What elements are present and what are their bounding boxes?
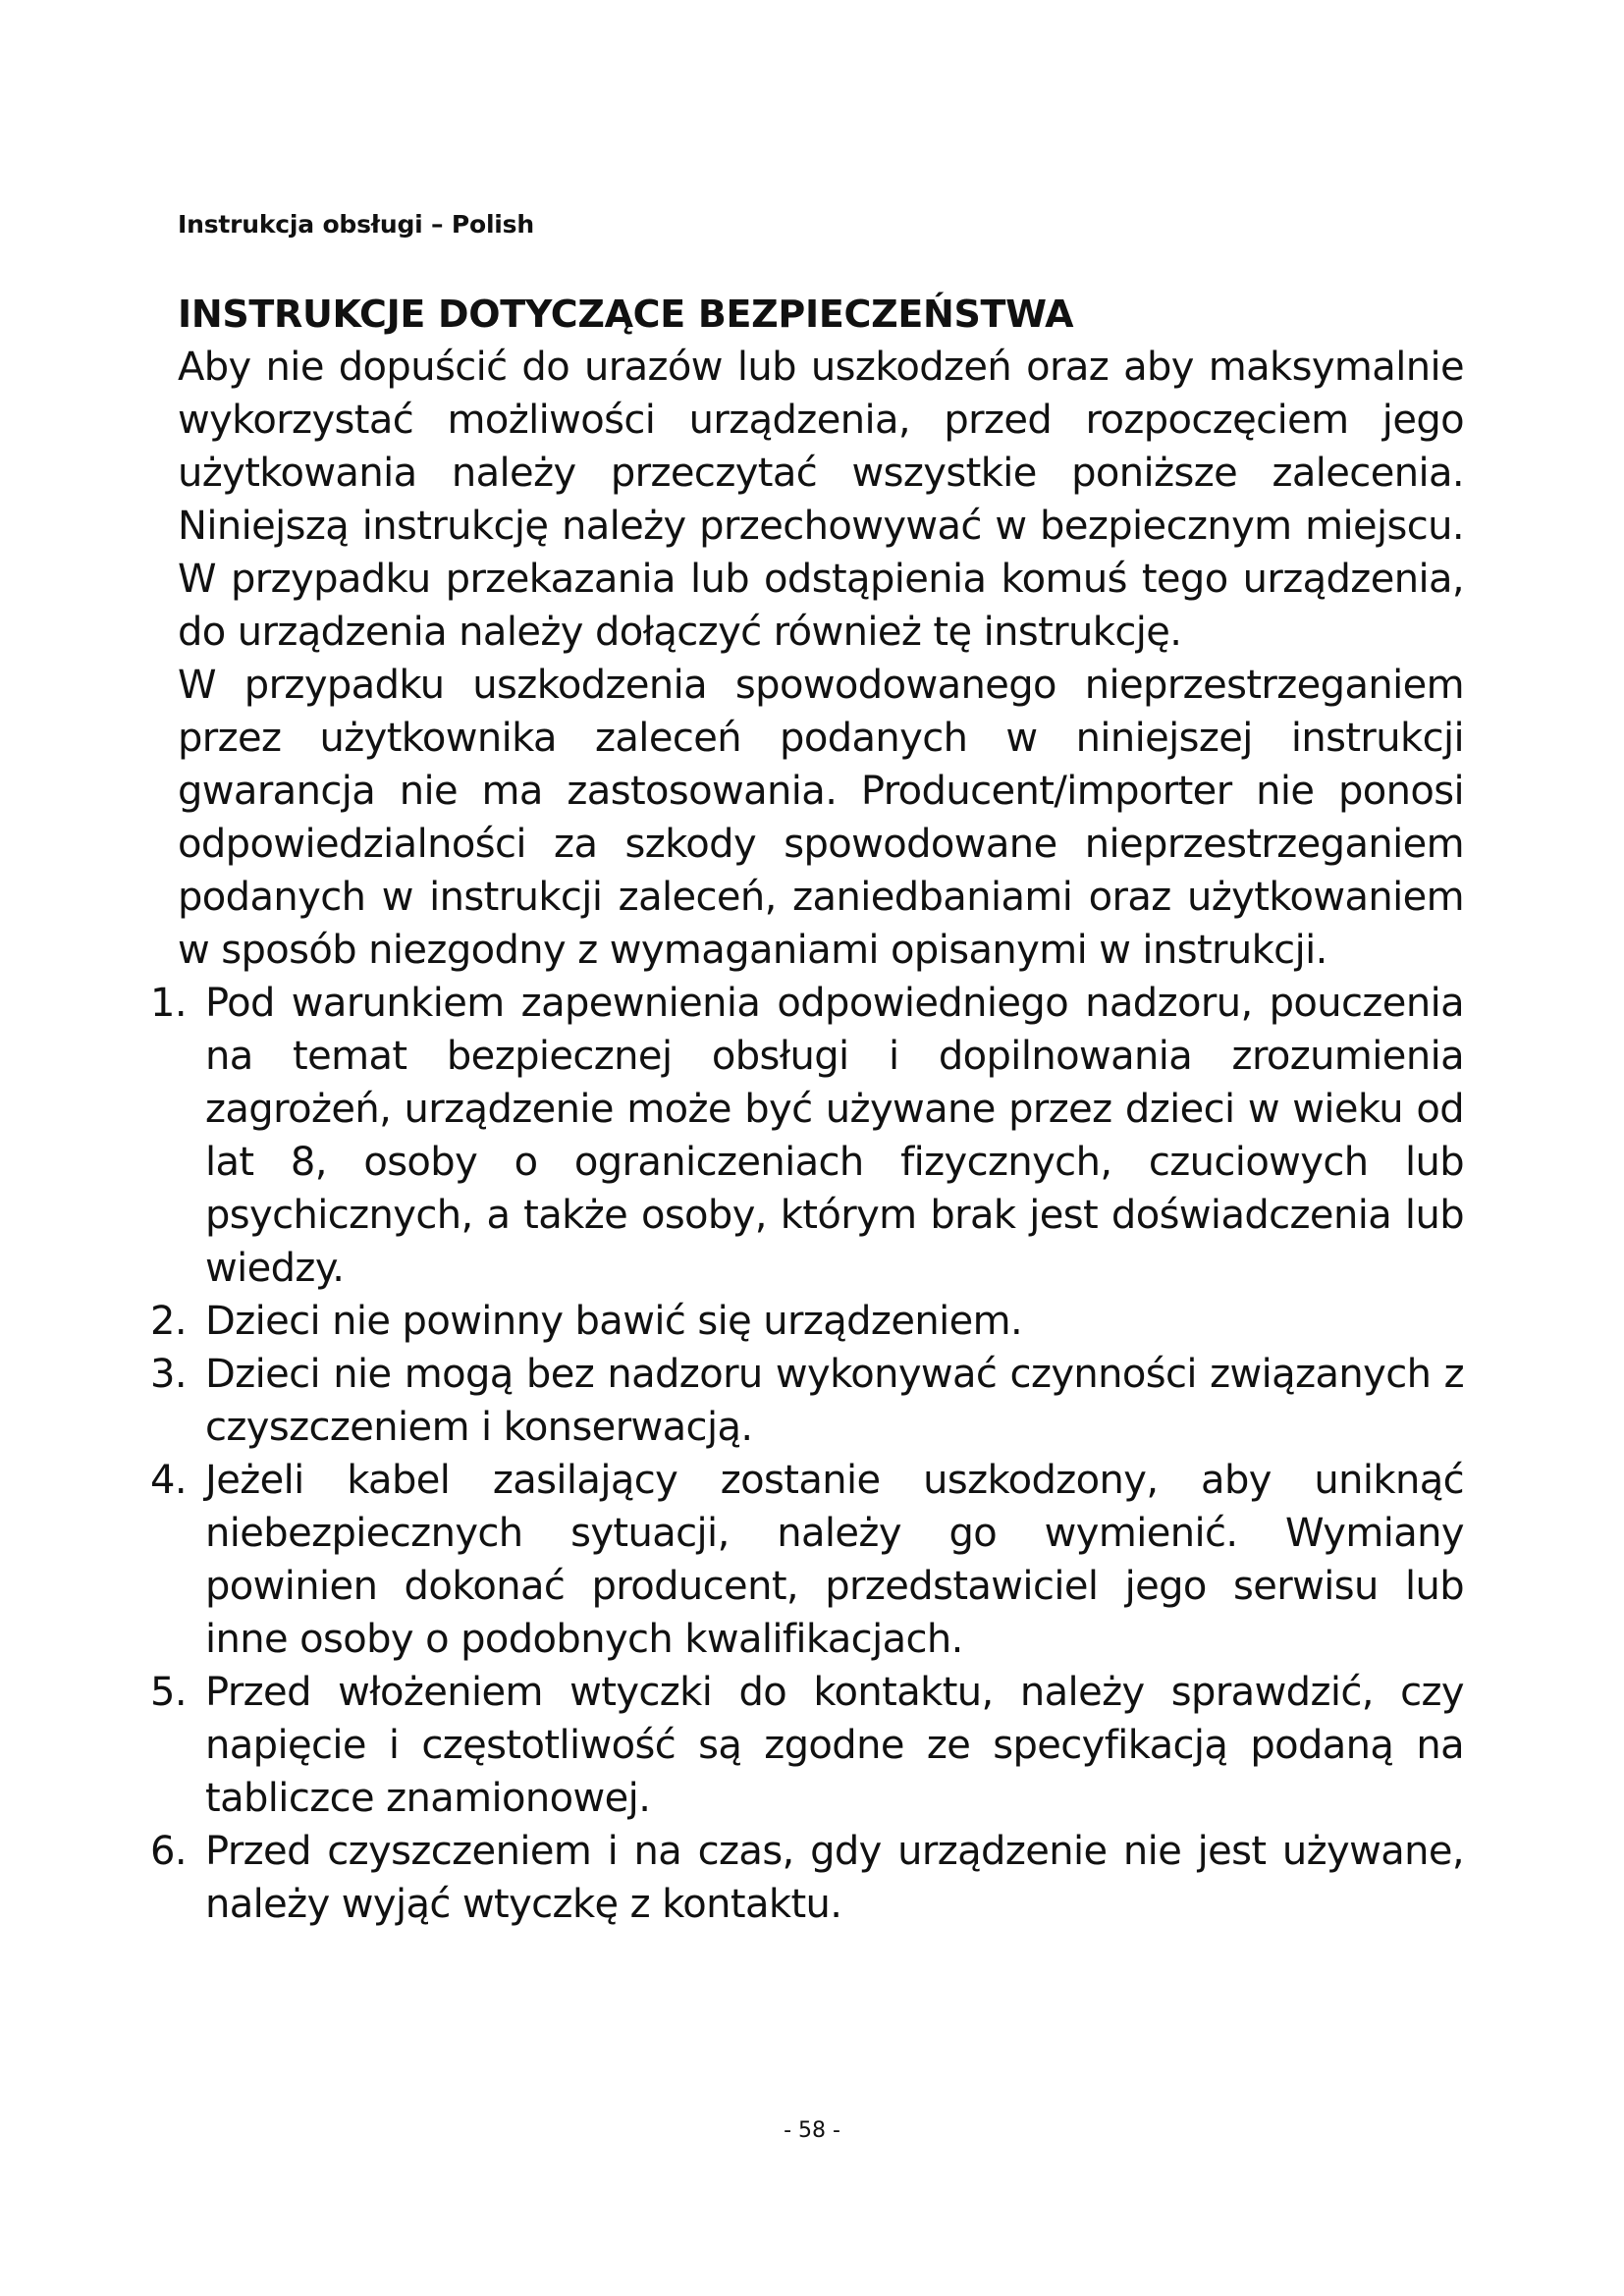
list-number: 1.	[150, 981, 187, 1026]
list-item	[150, 1295, 1464, 1348]
list-item	[150, 1666, 1464, 1825]
list-text: Jeżeli kabel zasilający zostanie uszkodzony, aby uniknąć niebezpiecznych sytuacji, należy go wymienić. Wymiany powinien dokonać producent, przedstawiciel jego serwisu lub inne osoby o podobnych kwalifikacjach.	[205, 1458, 1464, 1662]
list-text: Przed włożeniem wtyczki do kontaktu, należy sprawdzić, czy napięcie i częstotliwość są zgodne ze specyfikacją podaną na tabliczce znamionowej.	[205, 1670, 1464, 1821]
list-number: 6.	[150, 1829, 187, 1874]
list-item	[150, 1454, 1464, 1666]
safety-list	[150, 977, 1464, 1931]
list-text: Dzieci nie powinny bawić się urządzeniem.	[205, 1299, 1023, 1344]
list-text: Przed czyszczeniem i na czas, gdy urządzenie nie jest używane, należy wyjąć wtyczkę z kontaktu.	[205, 1829, 1464, 1927]
list-number: 2.	[150, 1299, 187, 1344]
list-number: 4.	[150, 1458, 187, 1503]
intro-paragraph: Aby nie dopuścić do urazów lub uszkodzeń oraz aby maksymalnie wykorzystać możliwości urządzenia, przed rozpoczęciem jego użytkowania należy przeczytać wszystkie poniższe zalecenia. Niniejszą instrukcję należy przechowywać w bezpiecznym miejscu. W przypadku przekazania lub odstąpienia komuś tego urządzenia, do urządzenia należy dołączyć również tę instrukcję.	[178, 345, 1464, 655]
section-title: INSTRUKCJE DOTYCZĄCE BEZPIECZEŃSTWA	[178, 293, 1074, 336]
list-number: 5.	[150, 1670, 187, 1715]
safety-section	[150, 288, 1464, 1931]
list-item	[150, 1825, 1464, 1931]
list-item	[150, 977, 1464, 1295]
warranty-paragraph: W przypadku uszkodzenia spowodowanego nieprzestrzeganiem przez użytkownika zaleceń podanych w niniejszej instrukcji gwarancja nie ma zastosowania. Producent/importer nie ponosi odpowiedzialności za szkody spowodowane nieprzestrzeganiem podanych w instrukcji zaleceń, zaniedbaniami oraz użytkowaniem w sposób niezgodny z wymaganiami opisanymi w instrukcji.	[178, 663, 1464, 973]
running-header: Instrukcja obsługi – Polish	[178, 210, 534, 239]
list-number: 3.	[150, 1352, 187, 1397]
list-item	[150, 1348, 1464, 1454]
page-number: - 58 -	[784, 2118, 840, 2143]
list-text: Pod warunkiem zapewnienia odpowiedniego nadzoru, pouczenia na temat bezpiecznej obsługi i dopilnowania zrozumienia zagrożeń, urządzenie może być używane przez dzieci w wieku od lat 8, osoby o ograniczeniach fizycznych, czuciowych lub psychicznych, a także osoby, którym brak jest doświadczenia lub wiedzy.	[205, 981, 1464, 1291]
list-text: Dzieci nie mogą bez nadzoru wykonywać czynności związanych z czyszczeniem i konserwacją.	[205, 1352, 1464, 1450]
